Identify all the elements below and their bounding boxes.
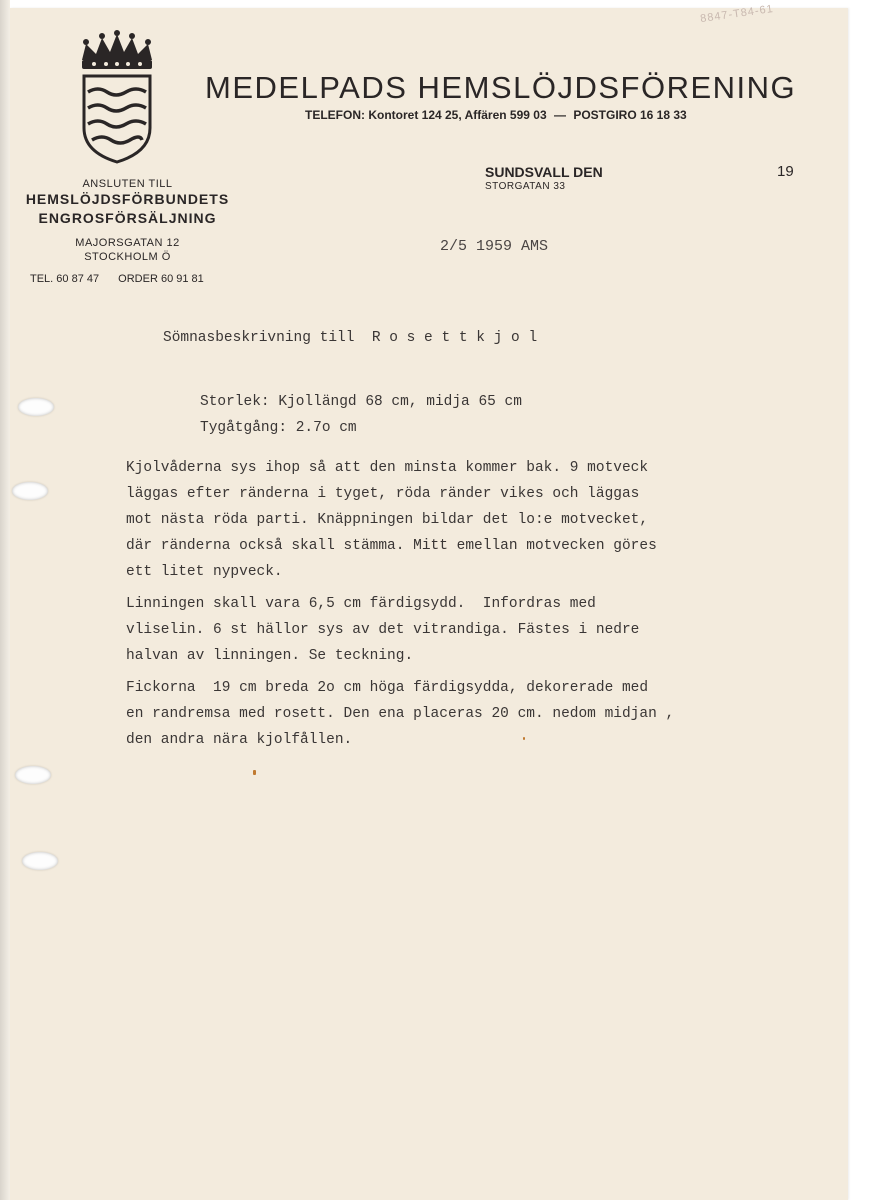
telephone-info: TELEFON: Kontoret 124 25, Affären 599 03 (305, 108, 547, 122)
scanner-edge (0, 0, 10, 1200)
paper-speck (523, 737, 525, 740)
spec-size: Storlek: Kjollängd 68 cm, midja 65 cm (200, 394, 522, 410)
year-prefix: 19 (777, 163, 794, 180)
paragraph-pleats: Kjolvåderna sys ihop så att den minsta kommer bak. 9 motveck läggas efter ränderna i tyget, röda ränder vikes och läggas mot nästa röda parti. Knäppningen bildar det lo:e motvecket, där ränderna också skall stämma. Mitt emellan motvecken göres ett litet nypveck. (126, 460, 657, 580)
affiliation-org-line2: ENGROSFÖRSÄLJNING (38, 210, 217, 226)
punch-hole (22, 852, 58, 870)
affiliation-city: STOCKHOLM Ö (84, 251, 171, 263)
affiliation-order: ORDER 60 91 81 (118, 273, 204, 285)
separator: — (553, 108, 566, 122)
punch-hole (12, 482, 48, 500)
affiliation-org-line1: HEMSLÖJDSFÖRBUNDETS (25, 191, 230, 207)
document-title: Sömnasbeskrivning till R o s e t t k j o l (163, 330, 538, 346)
street-address: STORGATAN 33 (485, 181, 566, 192)
spec-fabric: Tygåtgång: 2.7o cm (200, 420, 357, 436)
punch-hole (18, 398, 54, 416)
affiliation-block (20, 178, 235, 264)
city-date-label: SUNDSVALL DEN (485, 164, 603, 180)
organization-name: MEDELPADS HEMSLÖJDSFÖRENING (205, 70, 797, 105)
letter-body (126, 455, 806, 759)
affiliation-phone-line (30, 273, 230, 285)
postgiro-info: POSTGIRO 16 18 33 (573, 108, 687, 122)
archive-mark: 8847-T84-61 (699, 2, 775, 26)
paragraph-pockets: Fickorna 19 cm breda 2o cm höga färdigsydda, dekorerade med en randremsa med rosett. Den ena placeras 20 cm. nedom midjan , den andra nära kjolfållen. (126, 680, 675, 748)
letter-date: 2/5 1959 AMS (440, 238, 549, 255)
affiliation-street: MAJORSGATAN 12 (75, 237, 180, 249)
paper-speck (253, 770, 256, 775)
specifications (200, 389, 522, 441)
paragraph-waistband: Linningen skall vara 6,5 cm färdigsydd. Infordras med vliselin. 6 st hällor sys av det vitrandiga. Fästes i nedre halvan av linningen. Se teckning. (126, 596, 640, 664)
coat-of-arms-logo (72, 30, 162, 170)
contact-line (305, 108, 691, 122)
punch-hole (15, 766, 51, 784)
affiliation-label: ANSLUTEN TILL (82, 178, 173, 190)
affiliation-tel: TEL. 60 87 47 (30, 273, 100, 285)
